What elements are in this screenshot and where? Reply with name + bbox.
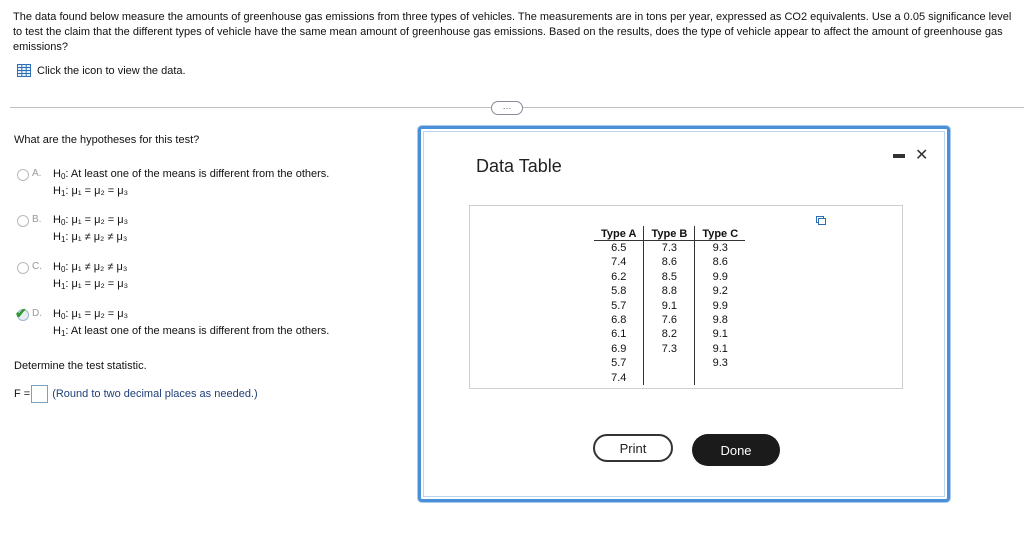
table-row xyxy=(594,255,745,269)
table-cell: 9.1 xyxy=(644,299,695,313)
table-cell: 8.2 xyxy=(644,327,695,341)
table-row xyxy=(594,371,745,385)
f-value-input[interactable] xyxy=(31,385,48,403)
checkmark-icon: ✔ xyxy=(15,305,27,321)
view-data-label: Click the icon to view the data. xyxy=(37,64,186,77)
option-d-letter: D. xyxy=(32,308,42,319)
table-header-row xyxy=(594,226,745,241)
f-label: F = xyxy=(14,388,31,400)
table-cell: 5.8 xyxy=(594,284,644,298)
table-cell: 8.8 xyxy=(644,284,695,298)
table-cell: 8.6 xyxy=(644,255,695,269)
option-b-letter: B. xyxy=(32,214,42,225)
option-c-radio[interactable] xyxy=(17,262,29,274)
option-a-letter: A. xyxy=(32,168,42,179)
table-cell: 7.4 xyxy=(594,255,644,269)
table-cell: 8.5 xyxy=(644,270,695,284)
table-cell: 6.9 xyxy=(594,342,644,356)
option-b-radio[interactable] xyxy=(17,215,29,227)
table-row xyxy=(594,299,745,313)
more-button[interactable]: … xyxy=(491,101,523,115)
table-cell xyxy=(644,356,695,370)
table-row xyxy=(594,327,745,341)
option-a-radio[interactable] xyxy=(17,169,29,181)
table-cell: 9.9 xyxy=(712,299,728,312)
column-header: Type B xyxy=(644,226,695,241)
option-c-h1: $H_1$: μ₁ = μ₂ = μ₃ xyxy=(53,278,129,291)
f-statistic-row xyxy=(14,385,258,403)
table-cell: 5.7 xyxy=(594,299,644,313)
table-cell: 7.3 xyxy=(644,241,695,256)
dialog-title: Data Table xyxy=(476,156,562,176)
column-header: Type A xyxy=(594,226,644,241)
table-cell: 9.9 xyxy=(712,270,728,283)
table-cell: 7.6 xyxy=(644,313,695,327)
data-table-dialog xyxy=(418,126,950,502)
table-cell xyxy=(695,371,745,385)
option-b-h0: $H_0$: μ₁ = μ₂ = μ₃ xyxy=(53,214,129,227)
table-cell: 7.3 xyxy=(644,342,695,356)
print-button[interactable]: Print xyxy=(593,434,673,462)
column-header: Type C xyxy=(695,226,745,241)
rounding-note: (Round to two decimal places as needed.) xyxy=(52,388,258,400)
table-row xyxy=(594,241,745,256)
minimize-icon[interactable] xyxy=(893,154,905,158)
data-table-frame xyxy=(469,205,903,389)
table-cell: 9.8 xyxy=(712,314,728,327)
test-statistic-prompt: Determine the test statistic. xyxy=(14,360,147,372)
option-d-h0: $H_0$: μ₁ = μ₂ = μ₃ xyxy=(53,308,129,321)
table-cell: 6.1 xyxy=(594,327,644,341)
table-cell: 6.8 xyxy=(594,313,644,327)
table-cell xyxy=(644,371,695,385)
emissions-table xyxy=(594,226,745,385)
table-cell: 5.7 xyxy=(594,356,644,370)
option-a-h1: $H_1$: μ₁ = μ₂ = μ₃ xyxy=(53,185,129,198)
hypotheses-question: What are the hypotheses for this test? xyxy=(14,134,200,146)
table-row xyxy=(594,313,745,327)
table-cell: 9.3 xyxy=(712,357,728,370)
table-row xyxy=(594,270,745,284)
copy-icon[interactable] xyxy=(816,216,826,225)
option-c-h0: $H_0$: μ₁ ≠ μ₂ ≠ μ₃ xyxy=(53,261,128,274)
close-icon[interactable]: ✕ xyxy=(915,147,929,164)
table-cell: 6.2 xyxy=(594,270,644,284)
table-cell: 8.6 xyxy=(712,256,728,269)
table-grid-icon[interactable] xyxy=(17,64,31,77)
done-button[interactable]: Done xyxy=(692,434,780,466)
table-cell: 9.1 xyxy=(712,342,728,355)
table-cell: 7.4 xyxy=(594,371,644,385)
table-cell: 9.1 xyxy=(712,328,728,341)
option-a-h0: $H_0$: At least one of the means is different from the others. xyxy=(53,168,330,181)
table-cell: 9.2 xyxy=(712,285,728,298)
table-row xyxy=(594,284,745,298)
table-cell: 6.5 xyxy=(594,241,644,256)
table-row xyxy=(594,356,745,370)
problem-statement: The data found below measure the amounts of greenhouse gas emissions from three types of vehicles. The measurements are in tons per year, expressed as CO2 equivalents. Use a 0.05 significance level to test the claim that the different types of vehicle have the same mean amount of greenhouse gas emissions. Based on the results, does the type of vehicle appear to affect the amount of greenhouse gas emissions? xyxy=(13,11,1012,53)
table-cell: 9.3 xyxy=(712,242,728,254)
table-row xyxy=(594,342,745,356)
option-c-letter: C. xyxy=(32,261,42,272)
view-data-link[interactable] xyxy=(17,64,186,77)
option-d-h1: $H_1$: At least one of the means is different from the others. xyxy=(53,325,330,338)
option-b-h1: $H_1$: μ₁ ≠ μ₂ ≠ μ₃ xyxy=(53,231,128,244)
